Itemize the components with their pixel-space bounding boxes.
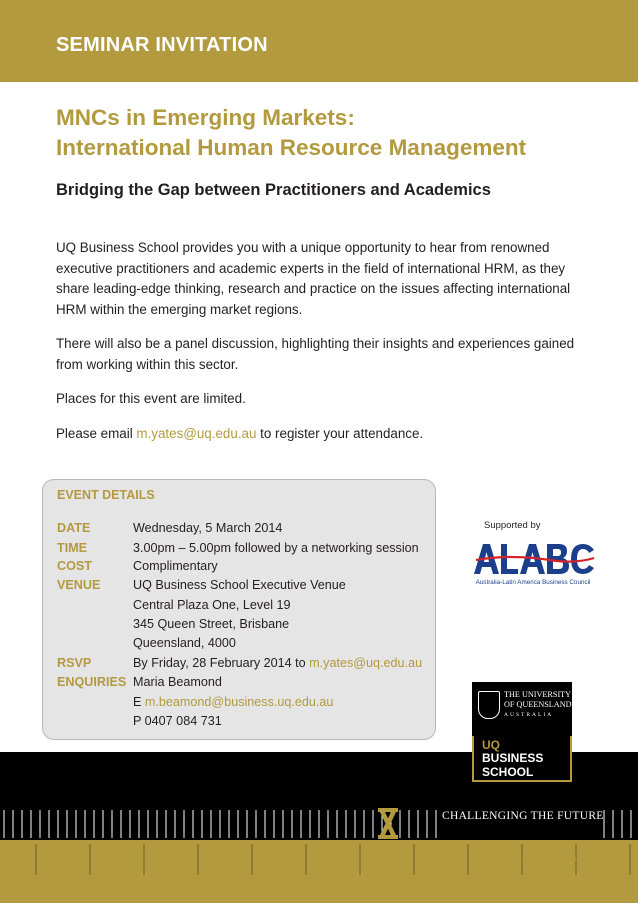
register-text-after: to register your attendance. — [256, 425, 424, 441]
uq-name-line-3: AUSTRALIA — [504, 712, 554, 718]
title-line-2: International Human Resource Management — [56, 135, 527, 160]
enquiries-phone: P 0407 084 731 — [133, 714, 222, 728]
rsvp-email-link[interactable]: m.yates@uq.edu.au — [309, 656, 423, 670]
header-bar — [0, 0, 638, 82]
uq-school-lines — [482, 751, 543, 779]
rsvp-value — [133, 655, 422, 671]
venue-line-2: Central Plaza One, Level 19 — [133, 598, 291, 612]
uq-name — [504, 690, 572, 720]
uq-business-school-logo — [472, 682, 572, 782]
venue-label: VENUE — [57, 578, 101, 592]
alabc-wordmark — [474, 544, 594, 574]
enquiries-label: ENQUIRIES — [57, 675, 127, 689]
paragraph-places: Places for this event are limited. — [56, 391, 246, 406]
uq-business-school-block — [472, 736, 572, 782]
uq-logo-top — [472, 682, 572, 736]
enquiries-email-link[interactable]: m.beamond@business.uq.edu.au — [144, 695, 334, 709]
event-details-panel — [42, 479, 436, 740]
register-text-before: Please email — [56, 425, 137, 441]
uq-name-line-1: THE UNIVERSITY — [504, 690, 572, 699]
paragraph-register — [56, 424, 596, 445]
header-label: SEMINAR INVITATION — [56, 34, 268, 56]
uq-school-line-1: UQ — [482, 738, 500, 752]
body-text — [56, 238, 596, 458]
title-line-1: MNCs in Emerging Markets: — [56, 105, 355, 130]
uq-name-line-2: OF QUEENSLAND — [504, 700, 572, 709]
footer-gold-stripe — [0, 840, 638, 903]
time-label: TIME — [57, 541, 88, 555]
time-value: 3.00pm – 5.00pm followed by a networking session — [133, 541, 419, 555]
enquiries-name: Maria Beamond — [133, 675, 222, 689]
enquiries-email — [133, 694, 333, 710]
email-prefix: E — [133, 695, 145, 709]
venue-line-1: UQ Business School Executive Venue — [133, 578, 346, 592]
x-emblem-icon — [378, 808, 398, 839]
rsvp-text: By Friday, 28 February 2014 to — [133, 656, 310, 670]
venue-line-3: 345 Queen Street, Brisbane — [133, 617, 290, 631]
date-label: DATE — [57, 521, 91, 535]
uq-crest-icon — [478, 691, 500, 719]
event-details-heading: EVENT DETAILS — [57, 488, 155, 502]
uq-school-line-2: BUSINESS — [482, 751, 544, 765]
alabc-tagline: Australia-Latin America Business Council — [475, 579, 591, 586]
cost-label: COST — [57, 559, 92, 573]
paragraph-intro: UQ Business School provides you with a unique opportunity to hear from renowned executive practitioners and academic experts in the field of international HRM, as they share leading-edge thinking, research and practice on the issues affecting international HRM within the emerging market regions. — [56, 240, 571, 317]
uq-school-line-3: SCHOOL — [482, 765, 534, 779]
cost-value: Complimentary — [133, 559, 218, 573]
footer-website-link[interactable]: business.uq.edu.au — [482, 852, 581, 864]
rsvp-label: RSVP — [57, 656, 92, 670]
paragraph-panel: There will also be a panel discussion, highlighting their insights and experiences gained from working within this sector. — [56, 336, 575, 372]
subtitle: Bridging the Gap between Practitioners and Academics — [56, 181, 491, 199]
alabc-logo — [470, 538, 596, 588]
supported-by-label: Supported by — [484, 520, 541, 531]
register-email-link[interactable]: m.yates@uq.edu.au — [136, 425, 257, 441]
venue-line-4: Queensland, 4000 — [133, 636, 236, 650]
page-title — [56, 103, 616, 163]
date-value: Wednesday, 5 March 2014 — [133, 521, 283, 535]
footer-tagline: CHALLENGING THE FUTURE — [442, 810, 604, 822]
